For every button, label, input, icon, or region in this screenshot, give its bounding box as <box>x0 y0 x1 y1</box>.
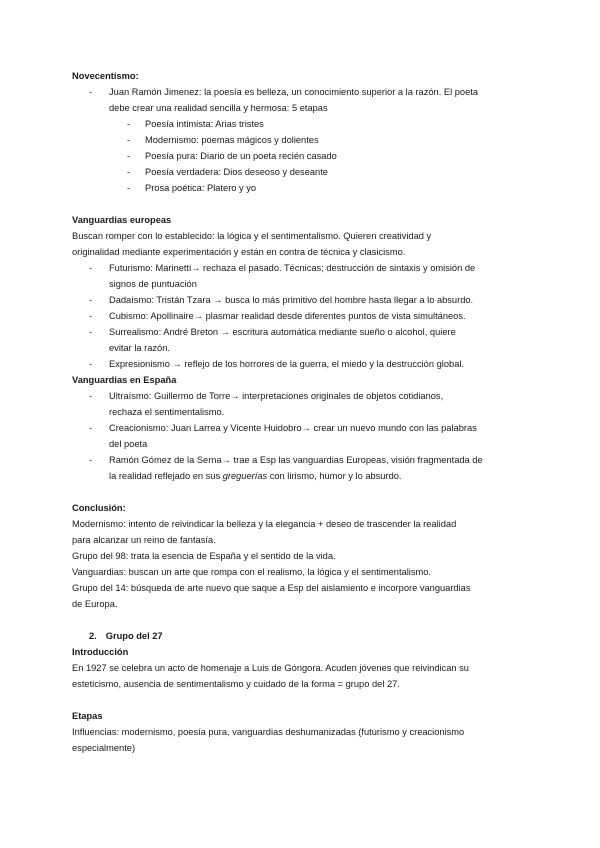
sublist-item: - Prosa poética: Platero y yo <box>127 183 257 193</box>
list-item-expresionismo: - Expresionismo → reflejo de los horrores de la guerra, el miedo y la destrucción global. <box>89 359 465 369</box>
paragraph-line: Vanguardias: buscan un arte que rompa con el realismo, la lógica y el sentimentalismo. <box>72 567 431 577</box>
list-item-continuation: signos de puntuación <box>109 279 197 289</box>
sublist-item: - Modernismo: poemas mágicos y dolientes <box>127 135 319 145</box>
paragraph-line: Influencias: modernismo, poesía pura, vanguardias deshumanizadas (futurismo y creacionismo <box>72 727 465 737</box>
paragraph-line: esteticismo, ausencia de sentimentalismo y cuidado de la forma = grupo del 27. <box>72 679 400 689</box>
list-item-juan-ramon: - Juan Ramón Jimenez: la poesía es belleza, un conocimiento superior a la razón. El poeta <box>89 87 478 97</box>
list-item-continuation: debe crear una realidad sencilla y hermosa: 5 etapas <box>109 103 328 113</box>
list-item-creacionismo: - Creacionismo: Juan Larrea y Vicente Huidobro→ crear un nuevo mundo con las palabras <box>89 423 477 433</box>
section-title <box>72 628 532 644</box>
vanguardias-europeas-heading: Vanguardias europeas <box>72 215 172 225</box>
list-item-continuation: evitar la razón. <box>109 343 170 353</box>
section-number: 2. <box>89 631 97 641</box>
list-item-ultraismo: - Ultraísmo: Guillermo de Torre→ interpretaciones originales de objetos cotidianos, <box>89 391 444 401</box>
paragraph-line: originalidad mediante experimentación y están en contra de técnica y clasicismo. <box>72 247 406 257</box>
list-item-continuation: la realidad reflejado en sus greguerías con lirismo, humor y lo absurdo. <box>109 471 402 481</box>
paragraph-line: Buscan romper con lo establecido: la lógica y el sentimentalismo. Quieren creatividad y <box>72 231 432 241</box>
paragraph-line: de Europa. <box>72 599 118 609</box>
novecentismo-heading: Novecentismo: <box>72 71 139 81</box>
list-item-dadaismo: - Dadaísmo: Tristán Tzara → busca lo más primitivo del hombre hasta llegar a lo absurdo. <box>89 295 474 305</box>
list-item-ramon: - Ramón Gómez de la Serna→ trae a Esp las vanguardias Europeas, visión fragmentada de <box>89 455 483 465</box>
etapas-heading: Etapas <box>72 711 103 721</box>
paragraph-line: En 1927 se celebra un acto de homenaje a Luis de Góngora. Acuden jóvenes que reivindican su <box>72 663 469 673</box>
document-page <box>72 68 532 756</box>
list-item-surrealismo: - Surrealismo: André Breton → escritura automática mediante sueño o alcohol, quiere <box>89 327 456 337</box>
sublist-item: - Poesía verdadera: Dios deseoso y deseante <box>127 167 328 177</box>
list-item-cubismo: - Cubismo: Apollinaire→ plasmar realidad desde diferentes puntos de vista simultáneos. <box>89 311 466 321</box>
introduccion-heading: Introducción <box>72 647 129 657</box>
section-title-text: Grupo del 27 <box>105 631 163 641</box>
list-item-futurismo: - Futurismo: Marinetti→ rechaza el pasado. Técnicas; destrucción de sintaxis y omisión de <box>89 263 476 273</box>
paragraph-line: para alcanzar un reino de fantasía. <box>72 535 216 545</box>
greguerias-emphasis: greguerías <box>222 471 268 481</box>
sublist-item: - Poesía pura: Diario de un poeta recién casado <box>127 151 337 161</box>
paragraph-line: especialmente) <box>72 743 136 753</box>
vanguardias-espana-heading: Vanguardias en España <box>72 375 177 385</box>
list-item-continuation: del poeta <box>109 439 148 449</box>
sublist-item: - Poesía intimista: Arias tristes <box>127 119 264 129</box>
list-item-text: Juan Ramón Jimenez: la poesía es belleza, un conocimiento superior a la razón. El poeta <box>109 87 478 97</box>
list-item-continuation: rechaza el sentimentalismo. <box>109 407 225 417</box>
paragraph-line: Grupo del 98: trata la esencia de España y el sentido de la vida. <box>72 551 336 561</box>
paragraph-line: Modernismo: intento de reivindicar la belleza y la elegancia + deseo de trascender la realidad <box>72 519 457 529</box>
conclusion-heading: Conclusión: <box>72 503 126 513</box>
paragraph-line: Grupo del 14: búsqueda de arte nuevo que saque a Esp del aislamiento e incorpore vanguardias <box>72 583 471 593</box>
